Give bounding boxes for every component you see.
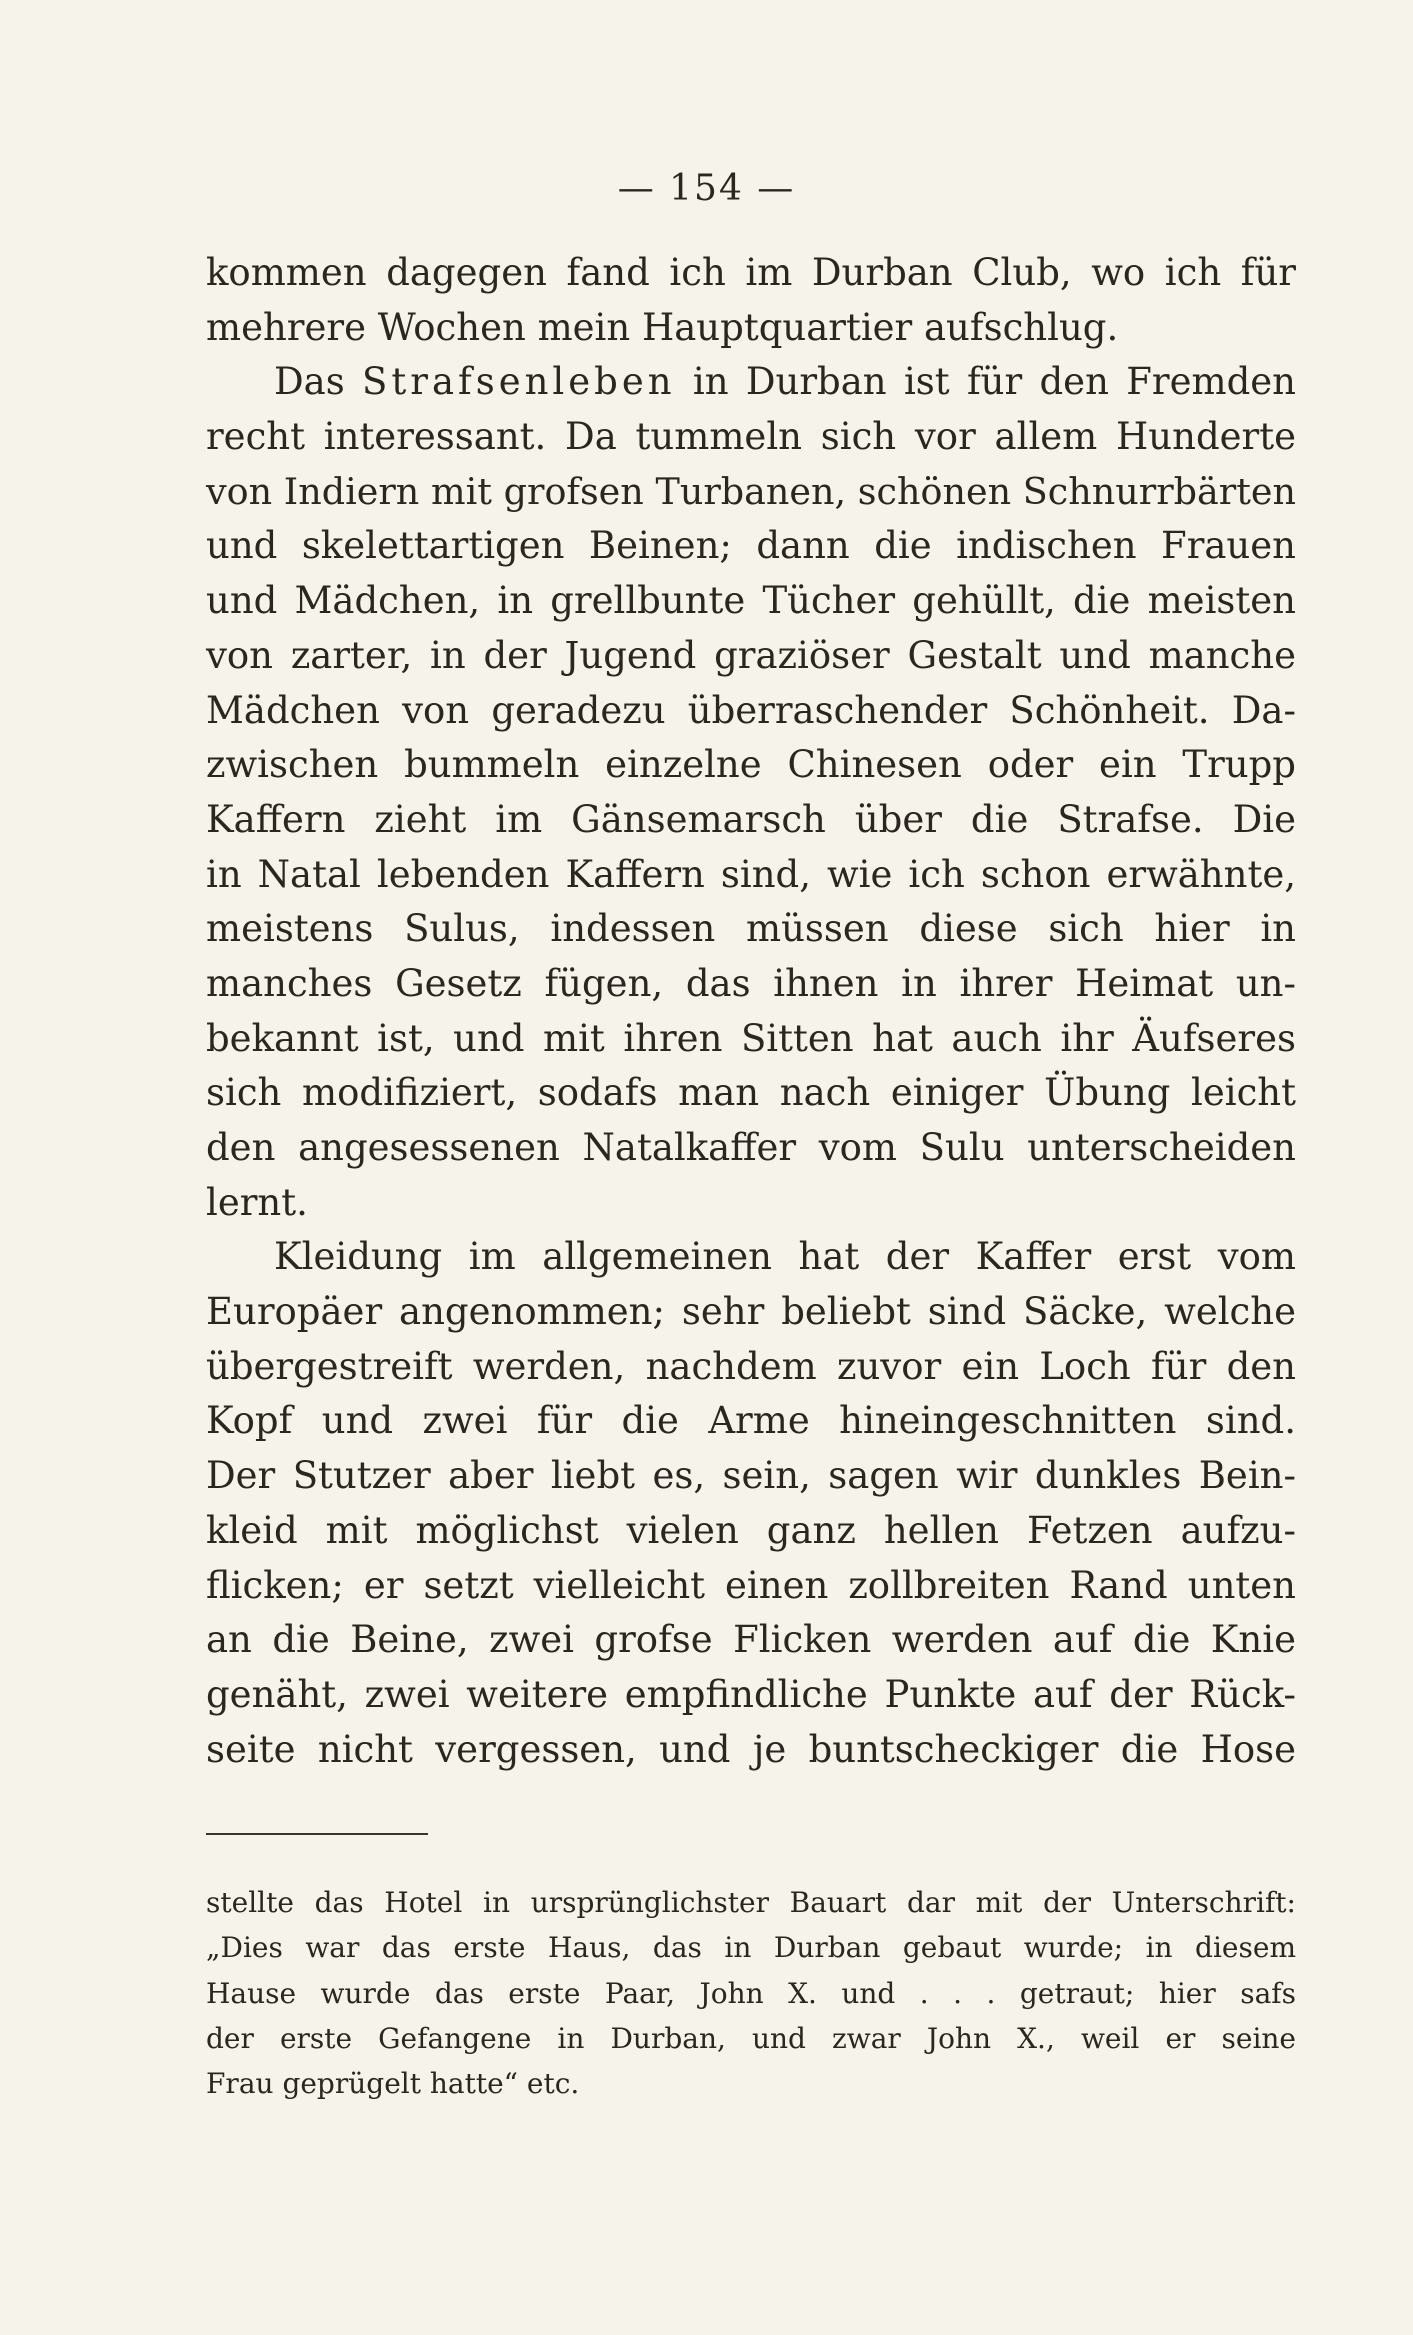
text-line: Mädchen von geradezu überraschender Schönheit. Da-	[206, 688, 1296, 732]
text-line: sich modifiziert, sodafs man nach einiger Übung leicht	[206, 1071, 1296, 1115]
text-line: übergestreift werden, nachdem zuvor ein Loch für den	[206, 1344, 1296, 1388]
footnote-line: „Dies war das erste Haus, das in Durban gebaut wurde; in diesem	[206, 1931, 1296, 1965]
footnote-line: Frau geprügelt hatte“ etc.	[206, 2067, 580, 2101]
text-line: mehrere Wochen mein Hauptquartier aufschlug.	[206, 305, 1119, 349]
text-line: Der Stutzer aber liebt es, sein, sagen wir dunkles Bein-	[206, 1454, 1296, 1498]
text-line: Kaffern zieht im Gänsemarsch über die Strafse. Die	[206, 797, 1296, 841]
footnote-divider	[206, 1833, 428, 1835]
text-line: zwischen bummeln einzelne Chinesen oder ein Trupp	[206, 743, 1296, 787]
text-line: Europäer angenommen; sehr beliebt sind Säcke, welche	[206, 1290, 1296, 1334]
text-line: an die Beine, zwei grofse Flicken werden auf die Knie	[206, 1618, 1296, 1662]
text-line: bekannt ist, und mit ihren Sitten hat auch ihr Äufseres	[206, 1016, 1296, 1060]
footnote-line: stellte das Hotel in ursprünglichster Bauart dar mit der Unterschrift:	[206, 1886, 1296, 1919]
text-line: Kopf und zwei für die Arme hineingeschnitten sind.	[206, 1399, 1296, 1443]
page-number: — 154 —	[617, 168, 796, 209]
text-line: kleid mit möglichst vielen ganz hellen Fetzen aufzu-	[206, 1508, 1296, 1552]
text-line: und Mädchen, in grellbunte Tücher gehüllt, die meisten	[206, 579, 1296, 623]
text-line: Kleidung im allgemeinen hat der Kaffer erst vom	[274, 1235, 1296, 1279]
text-line: kommen dagegen fand ich im Durban Club, wo ich für	[206, 251, 1296, 294]
text-line	[206, 355, 1296, 410]
footnote-line: Hause wurde das erste Paar, John X. und . . . getraut; hier safs	[206, 1976, 1296, 2010]
text-line: den angesessenen Natalkaffer vom Sulu unterscheiden	[206, 1126, 1296, 1169]
text-line: meistens Sulus, indessen müssen diese sich hier in	[206, 907, 1296, 951]
text-line: lernt.	[206, 1180, 308, 1224]
text-line: von zarter, in der Jugend graziöser Gestalt und manche	[206, 633, 1296, 677]
emphasized-word: Strafsenleben	[362, 360, 676, 404]
footnote	[206, 1880, 1296, 2106]
text-line: recht interessant. Da tummeln sich vor allem Hunderte	[206, 415, 1296, 459]
text-line: genäht, zwei weitere empfindliche Punkte auf der Rück-	[206, 1672, 1296, 1716]
footnote-line: der erste Gefangene in Durban, und zwar John X., weil er seine	[206, 2021, 1296, 2055]
text-line: flicken; er setzt vielleicht einen zollbreiten Rand unten	[206, 1563, 1296, 1607]
text-line: in Natal lebenden Kaffern sind, wie ich schon erwähnte,	[206, 852, 1296, 896]
text-line: von Indiern mit grofsen Turbanen, schönen Schnurrbärten	[206, 469, 1296, 513]
text-line: seite nicht vergessen, und je buntscheckiger die Hose	[206, 1727, 1296, 1771]
line-segment: Das	[274, 360, 363, 404]
line-segment: in Durban ist für den Fremden	[675, 360, 1296, 404]
text-line: und skelettartigen Beinen; dann die indischen Frauen	[206, 524, 1296, 568]
text-line: manches Gesetz fügen, das ihnen in ihrer Heimat un-	[206, 961, 1296, 1005]
body-text	[206, 246, 1296, 1777]
